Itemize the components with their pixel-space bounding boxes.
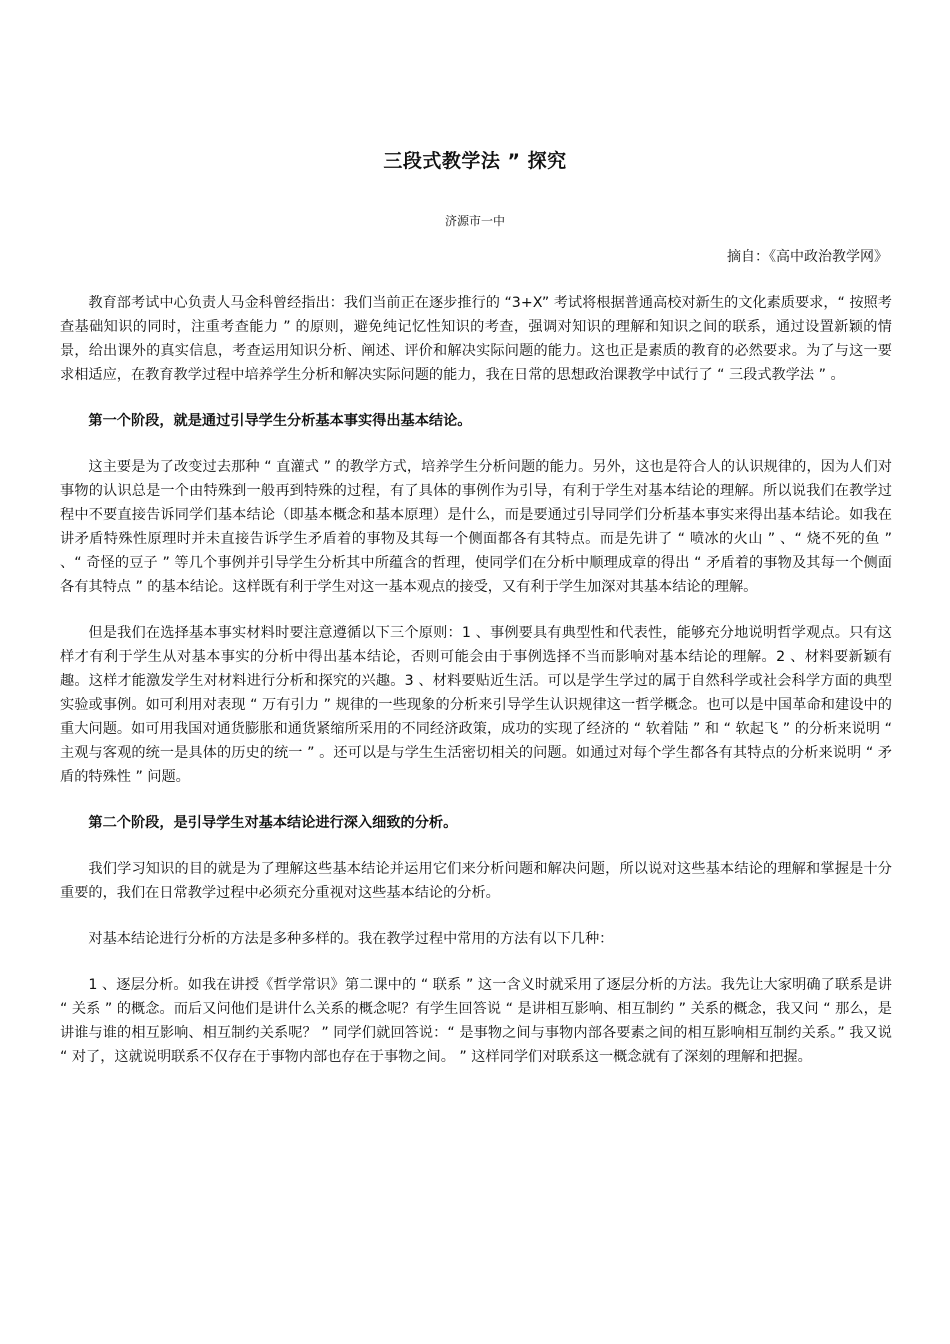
document-title: 三段式教学法 ” 探究 (383, 150, 567, 172)
paragraph-intro: 教育部考试中心负责人马金科曾经指出：我们当前正在逐步推行的 “3+X” 考试将根据普通高校对新生的文化素质要求，“ 按照考查基础知识的同时，注重考查能力 ” 的原则，避免纯记忆性知识的考查，强调对知识的理解和知识之间的联系，通过设置新颖的情景，给出课外的真实信息，考查运用知识分析、阐述、评价和解决实际问题的能力。这也正是素质的教育的必然要求。为了与这一要求相适应，在教育教学过程中培养学生分析和解决实际问题的能力，我在日常的思想政治课教学中试行了 “ 三段式教学法 ” 。 (60, 295, 892, 383)
section-heading-stage-one: 第一个阶段，就是通过引导学生分析基本事实得出基本结论。 (88, 413, 472, 429)
paragraph-stage-two-purpose: 我们学习知识的目的就是为了理解这些基本结论并运用它们来分析问题和解决问题，所以说对这些基本结论的理解和掌握是十分重要的，我们在日常教学过程中必须充分重视对这些基本结论的分析。 (60, 861, 892, 901)
document-source: 摘自：《高中政治教学网》 (727, 249, 888, 265)
paragraph-analysis-methods: 对基本结论进行分析的方法是多种多样的。我在教学过程中常用的方法有以下几种： (88, 931, 614, 947)
document-body (60, 291, 892, 1091)
paragraph-stage-one-purpose: 这主要是为了改变过去那种 “ 直灌式 ” 的教学方式，培养学生分析问题的能力。另外，这也是符合人的认识规律的，因为人们对事物的认识总是一个由特殊到一般再到特殊的过程，有了具体的事例作为引导，有利于学生对基本结论的理解。所以说我们在教学过程中不要直接告诉同学们基本结论（即基本概念和基本原理）是什么，而是要通过引导同学们分析基本事实来得出基本结论。如我在讲矛盾特殊性原理时并未直接告诉学生矛盾着的事物及其每一个侧面都各有其特点。而是先讲了 “ 喷冰的火山 ” 、“ 烧不死的鱼 ” 、“ 奇怪的豆子 ” 等几个事例并引导学生分析其中所蕴含的哲理，使同学们在分析中顺理成章的得出 “ 矛盾着的事物及其每一个侧面各有其特点 ” 的基本结论。这样既有利于学生对这一基本观点的接受，又有利于学生加深对其基本结论的理解。 (60, 459, 892, 595)
document-author: 济源市一中 (444, 214, 505, 228)
paragraph-material-principles: 但是我们在选择基本事实材料时要注意遵循以下三个原则：1 、事例要具有典型性和代表性，能够充分地说明哲学观点。只有这样才有利于学生从对基本事实的分析中得出基本结论，否则可能会由于事例选择不当而影响对基本结论的理解。2 、材料要新颖有趣。这样才能激发学生对材料进行分析和探究的兴趣。3 、材料要贴近生活。可以是学生学过的属于自然科学或社会科学方面的典型实验或事例。如可利用对表现 “ 万有引力 ” 规律的一些现象的分析来引导学生认识规律这一哲学概念。也可以是中国革命和建设中的重大问题。如可用我国对通货膨胀和通货紧缩所采用的不同经济政策，成功的实现了经济的 “ 软着陆 ” 和 “ 软起飞 ” 的分析来说明 “ 主观与客观的统一是具体的历史的统一 ” 。还可以是与学生生活密切相关的问题。如通过对每个学生都各有其特点的分析来说明 “ 矛盾的特殊性 ” 问题。 (60, 625, 892, 785)
paragraph-layered-analysis: 1 、逐层分析。如我在讲授《哲学常识》第二课中的 “ 联系 ” 这一含义时就采用了逐层分析的方法。我先让大家明确了联系是讲 “ 关系 ” 的概念。而后又问他们是讲什么关系的概念呢？有学生回答说 “ 是讲相互影响、相互制约 ” 关系的概念，我又问 “ 那么，是讲谁与谁的相互影响、相互制约关系呢？ ” 同学们就回答说：“ 是事物之间与事物内部各要素之间的相互影响相互制约关系。” 我又说 “ 对了，这就说明联系不仅存在于事物内部也存在于事物之间。 ” 这样同学们对联系这一概念就有了深刻的理解和把握。 (60, 977, 892, 1065)
section-heading-stage-two: 第二个阶段，是引导学生对基本结论进行深入细致的分析。 (88, 815, 458, 831)
